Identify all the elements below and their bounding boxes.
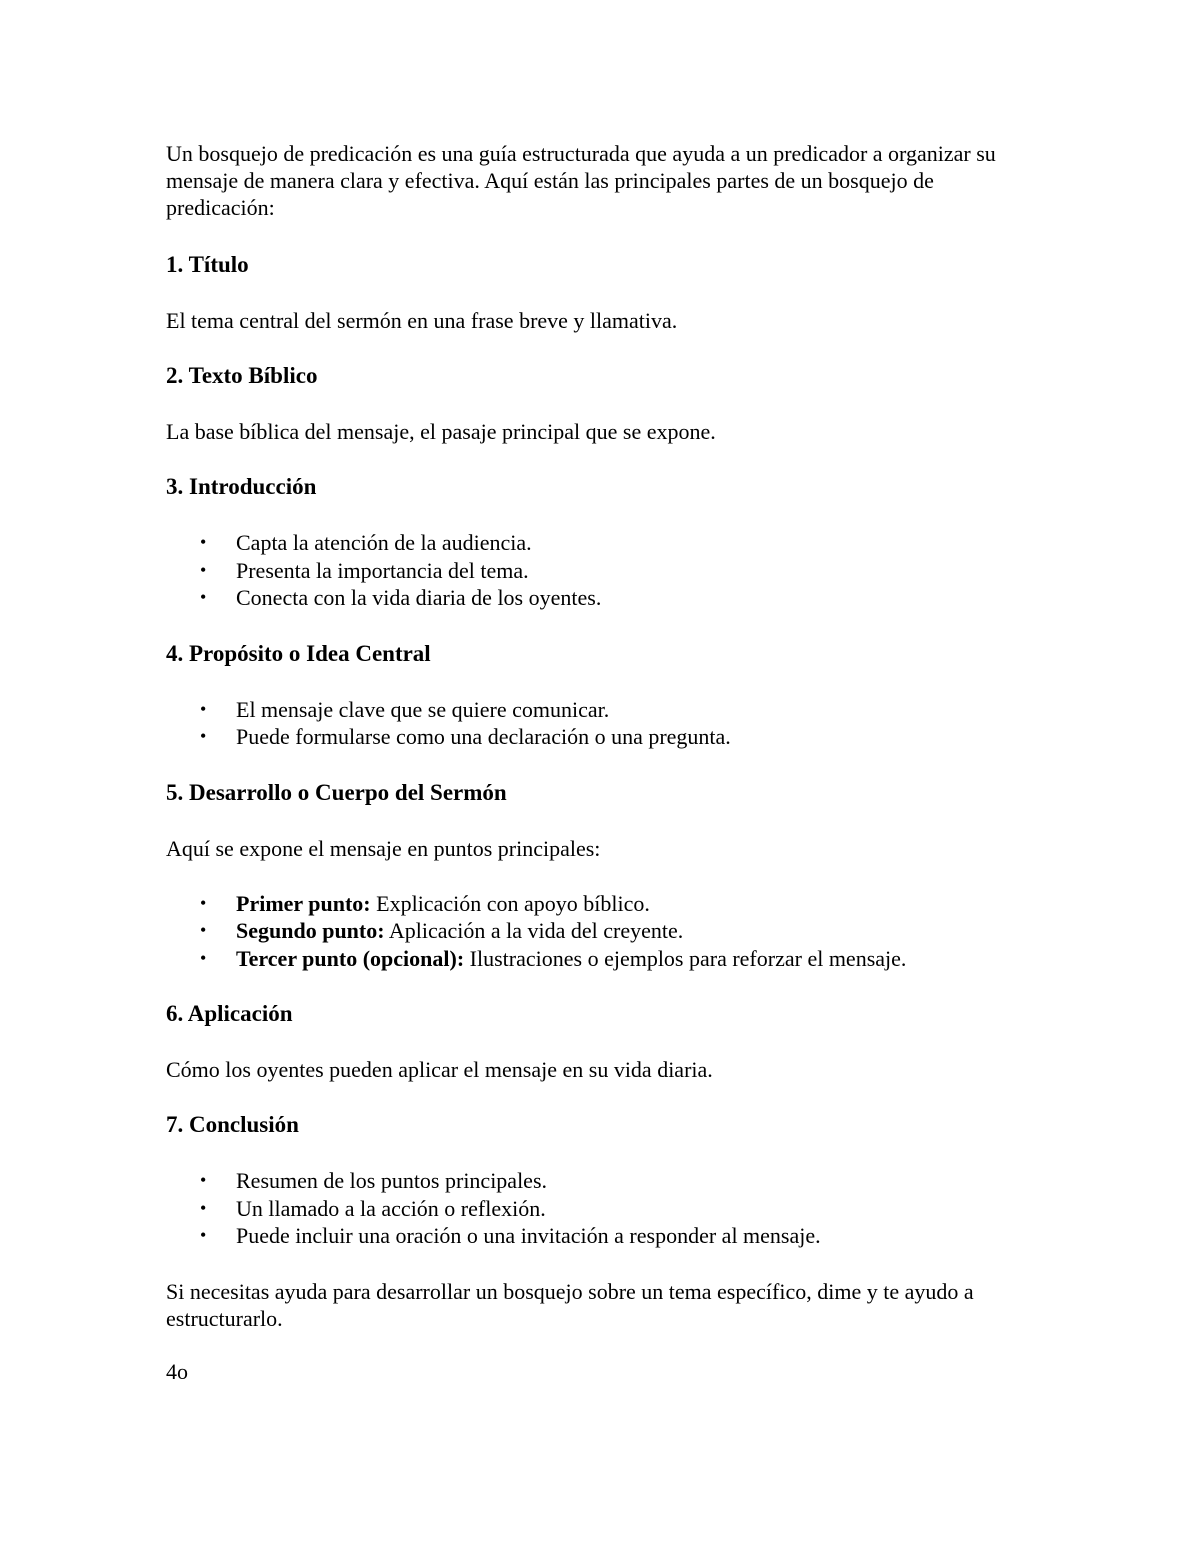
point-label: Tercer punto (opcional): xyxy=(236,945,465,971)
section-text-desarrollo: Aquí se expone el mensaje en puntos principales: xyxy=(166,835,601,861)
section-text-aplicacion: Cómo los oyentes pueden aplicar el mensaje en su vida diaria. xyxy=(166,1057,713,1082)
introduccion-list xyxy=(166,529,1046,612)
list-item: • Puede incluir una oración o una invitación a responder al mensaje. xyxy=(200,1223,821,1248)
bullet-icon: • xyxy=(200,1225,207,1245)
list-item: • Tercer punto (opcional): Ilustraciones o ejemplos para reforzar el mensaje. xyxy=(200,945,907,971)
list-item: • Capta la atención de la audiencia. xyxy=(200,530,532,555)
list-item: • Primer punto: Explicación con apoyo bíblico. xyxy=(200,890,650,916)
section-heading-introduccion: 3. Introducción xyxy=(166,474,317,499)
list-item: • Segundo punto: Aplicación a la vida del creyente. xyxy=(200,918,684,943)
closing-paragraph: Si necesitas ayuda para desarrollar un bosquejo sobre un tema específico, dime y te ayudo a estructurarlo. xyxy=(166,1278,974,1331)
conclusion-list xyxy=(166,1167,1046,1250)
list-item: • El mensaje clave que se quiere comunicar. xyxy=(200,696,610,722)
bullet-icon: • xyxy=(200,726,207,746)
list-item: • Conecta con la vida diaria de los oyentes. xyxy=(200,585,602,610)
page-number: 4o xyxy=(166,1358,188,1384)
point-label: Segundo punto: xyxy=(236,918,385,943)
intro-paragraph: Un bosquejo de predicación es una guía estructurada que ayuda a un predicador a organizar su mensaje de manera clara y efectiva. Aquí están las principales partes de un bosquejo de predicación: xyxy=(166,141,996,220)
section-heading-texto-biblico: 2. Texto Bíblico xyxy=(166,363,318,388)
section-heading-desarrollo: 5. Desarrollo o Cuerpo del Sermón xyxy=(166,779,507,805)
section-text-texto-biblico: La base bíblica del mensaje, el pasaje principal que se expone. xyxy=(166,419,716,444)
bullet-icon: • xyxy=(200,698,207,719)
bullet-icon: • xyxy=(200,587,207,607)
list-item: • Un llamado a la acción o reflexión. xyxy=(200,1195,546,1221)
bullet-icon: • xyxy=(200,947,207,968)
bullet-icon: • xyxy=(200,532,207,552)
section-heading-conclusion: 7. Conclusión xyxy=(166,1112,299,1137)
bullet-icon: • xyxy=(200,892,207,913)
list-item: • Puede formularse como una declaración o una pregunta. xyxy=(200,724,731,749)
list-item: • Resumen de los puntos principales. xyxy=(200,1168,548,1193)
section-heading-proposito: 4. Propósito o Idea Central xyxy=(166,640,431,666)
bullet-icon: • xyxy=(200,559,207,580)
proposito-list xyxy=(166,696,1046,751)
bullet-icon: • xyxy=(200,1197,207,1218)
bullet-icon: • xyxy=(200,1170,207,1190)
section-text-titulo: El tema central del sermón en una frase breve y llamativa. xyxy=(166,308,678,333)
section-heading-titulo: 1. Título xyxy=(166,252,249,277)
list-item: • Presenta la importancia del tema. xyxy=(200,557,529,583)
bullet-icon: • xyxy=(200,920,207,940)
section-heading-aplicacion: 6. Aplicación xyxy=(166,1001,293,1026)
point-label: Primer punto: xyxy=(236,890,371,916)
document-page xyxy=(166,140,1046,1385)
desarrollo-list xyxy=(166,890,1046,973)
